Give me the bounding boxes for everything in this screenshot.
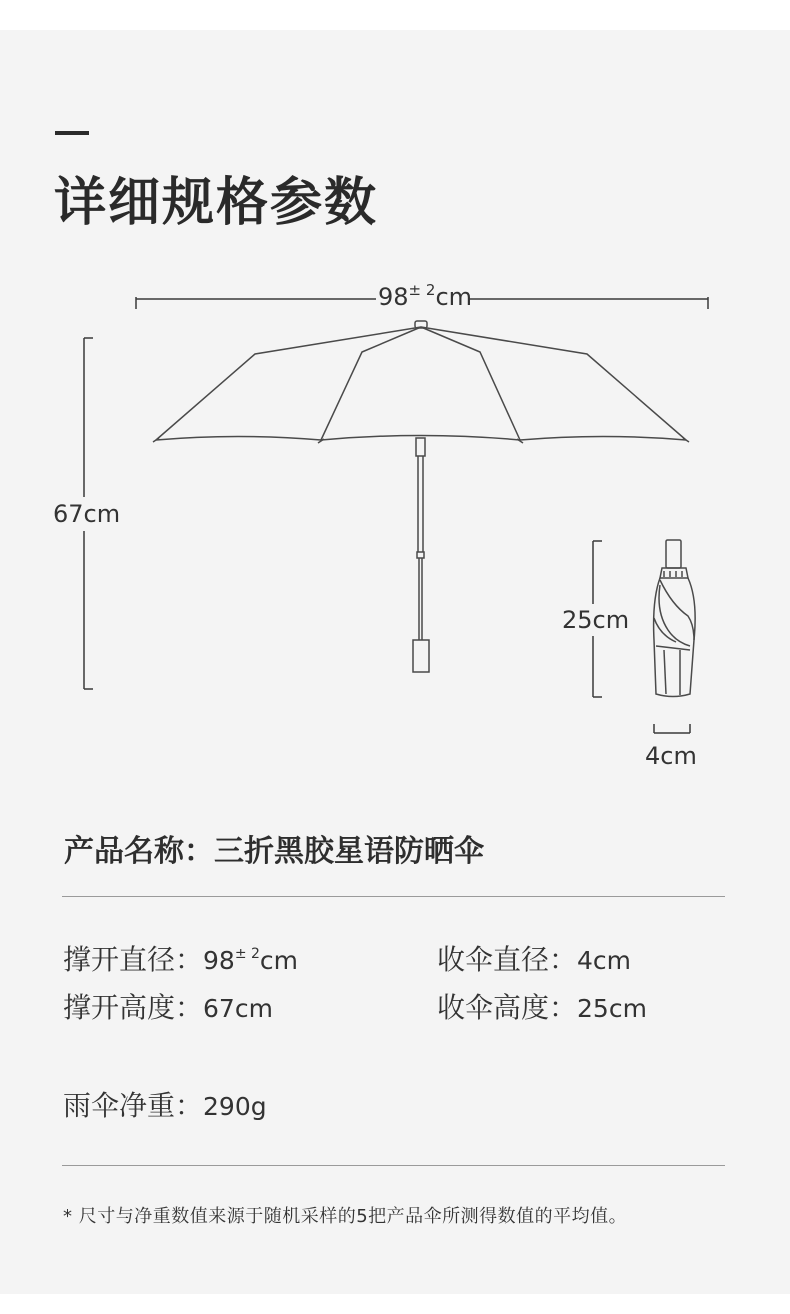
spec-open-height-label: 撑开高度： [63, 991, 204, 1024]
spec-closed-height-label: 收伞高度： [437, 991, 578, 1024]
spec-open-height [63, 991, 273, 1024]
spec-weight-value: 290g [203, 1092, 267, 1121]
spec-open-diameter [63, 943, 299, 976]
spec-closed-diameter [437, 943, 632, 976]
spec-open-diameter-tolerance: ± 2 [234, 946, 260, 962]
spec-closed-diameter-value: 4cm [577, 946, 632, 975]
spec-open-height-value: 67cm [203, 994, 273, 1023]
product-name: 产品名称：三折黑胶星语防晒伞 [64, 834, 484, 869]
closed-height-label: 25cm [562, 606, 630, 634]
divider-top [62, 896, 725, 897]
spec-open-diameter-label: 撑开直径： [63, 943, 204, 976]
open-diameter-unit: cm [435, 283, 473, 311]
spec-closed-height-value: 25cm [577, 994, 647, 1023]
open-diameter-value: 98 [378, 283, 409, 311]
closed-diameter-dimension-line [654, 724, 690, 733]
spec-weight-label: 雨伞净重： [63, 1089, 204, 1122]
open-height-label: 67cm [53, 500, 121, 528]
spec-open-diameter-unit: cm [259, 946, 299, 975]
closed-umbrella-icon [654, 540, 696, 697]
divider-bottom [62, 1165, 725, 1166]
page-title: 详细规格参数 [54, 173, 379, 233]
spec-closed-height [437, 991, 647, 1024]
closed-diameter-label: 4cm [645, 742, 697, 770]
footnote: * 尺寸与净重数值来源于随机采样的5把产品伞所测得数值的平均值。 [63, 1206, 628, 1227]
spec-open-diameter-value: 98 [203, 946, 235, 975]
spec-weight [63, 1089, 267, 1122]
open-diameter-label [378, 281, 473, 311]
open-diameter-tolerance: ± 2 [408, 281, 436, 299]
spec-closed-diameter-label: 收伞直径： [437, 943, 578, 976]
